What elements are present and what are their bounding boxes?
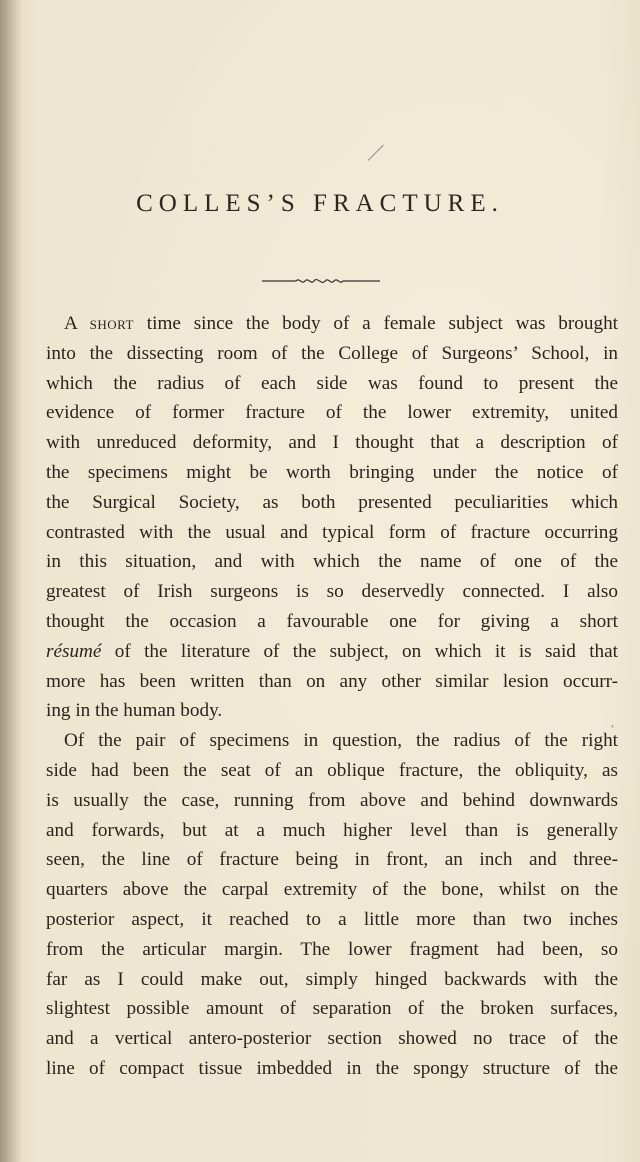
text-line: quarters above the carpal extremity of the bone, whilst on the <box>46 879 618 901</box>
text-line: and forwards, but at a much higher level than is generally <box>46 819 618 841</box>
margin-mark: , <box>611 715 614 729</box>
text-line: slightest possible amount of separation of the broken surfaces, <box>46 998 618 1020</box>
text-line: more has been written than on any other similar lesion occurr- <box>46 670 618 692</box>
resume-italic: résumé <box>46 640 102 662</box>
text-line: seen, the line of fracture being in front, an inch and three- <box>46 849 618 871</box>
text-line: evidence of former fracture of the lower extremity, united <box>46 402 618 424</box>
text-line: and a vertical antero-posterior section showed no trace of the <box>46 1028 618 1050</box>
text-line: side had been the seat of an oblique fracture, the obliquity, as <box>46 759 618 781</box>
text-line: the Surgical Society, as both presented peculiarities which <box>46 491 618 513</box>
stray-pencil-mark <box>368 145 384 161</box>
text-line: greatest of Irish surgeons is so deservedly connected. I also <box>46 581 618 603</box>
text-line <box>46 309 618 339</box>
text-line: the specimens might be worth bringing under the notice of <box>46 461 618 483</box>
text-line: from the articular margin. The lower fragment had been, so <box>46 938 618 960</box>
text-line: in this situation, and with which the name of one of the <box>46 551 618 573</box>
text-line: which the radius of each side was found to present the <box>46 372 618 394</box>
text-line: thought the occasion a favourable one for giving a short <box>46 610 618 632</box>
text-line: line of compact tissue imbedded in the spongy structure of the <box>46 1057 618 1079</box>
text-line: Of the pair of specimens in question, the radius of the right <box>64 730 618 752</box>
text-line: posterior aspect, it reached to a little more than two inches <box>46 908 618 930</box>
text-line: with unreduced deformity, and I thought that a description of <box>46 432 618 454</box>
text-line: into the dissecting room of the College of Surgeons’ School, in <box>46 342 618 364</box>
title-ornament <box>262 276 380 286</box>
opening-word-caps: short <box>89 313 134 334</box>
text-line: is usually the case, running from above and behind downwards <box>46 789 618 811</box>
text-line: far as I could make out, simply hinged backwards with the <box>46 968 618 990</box>
line-text: of the literature of the subject, on which it is said that <box>101 640 618 662</box>
text-line: contrasted with the usual and typical form of fracture occurring <box>46 521 618 543</box>
line-text: time since the body of a female subject was brought <box>133 313 618 334</box>
body-text <box>46 309 618 1084</box>
opening-word-first: A <box>64 313 77 334</box>
binding-gutter-shadow <box>0 0 22 1162</box>
text-line: ing in the human body. <box>46 700 223 722</box>
chapter-title: COLLES’S FRACTURE. <box>136 190 504 217</box>
text-line <box>46 637 618 667</box>
